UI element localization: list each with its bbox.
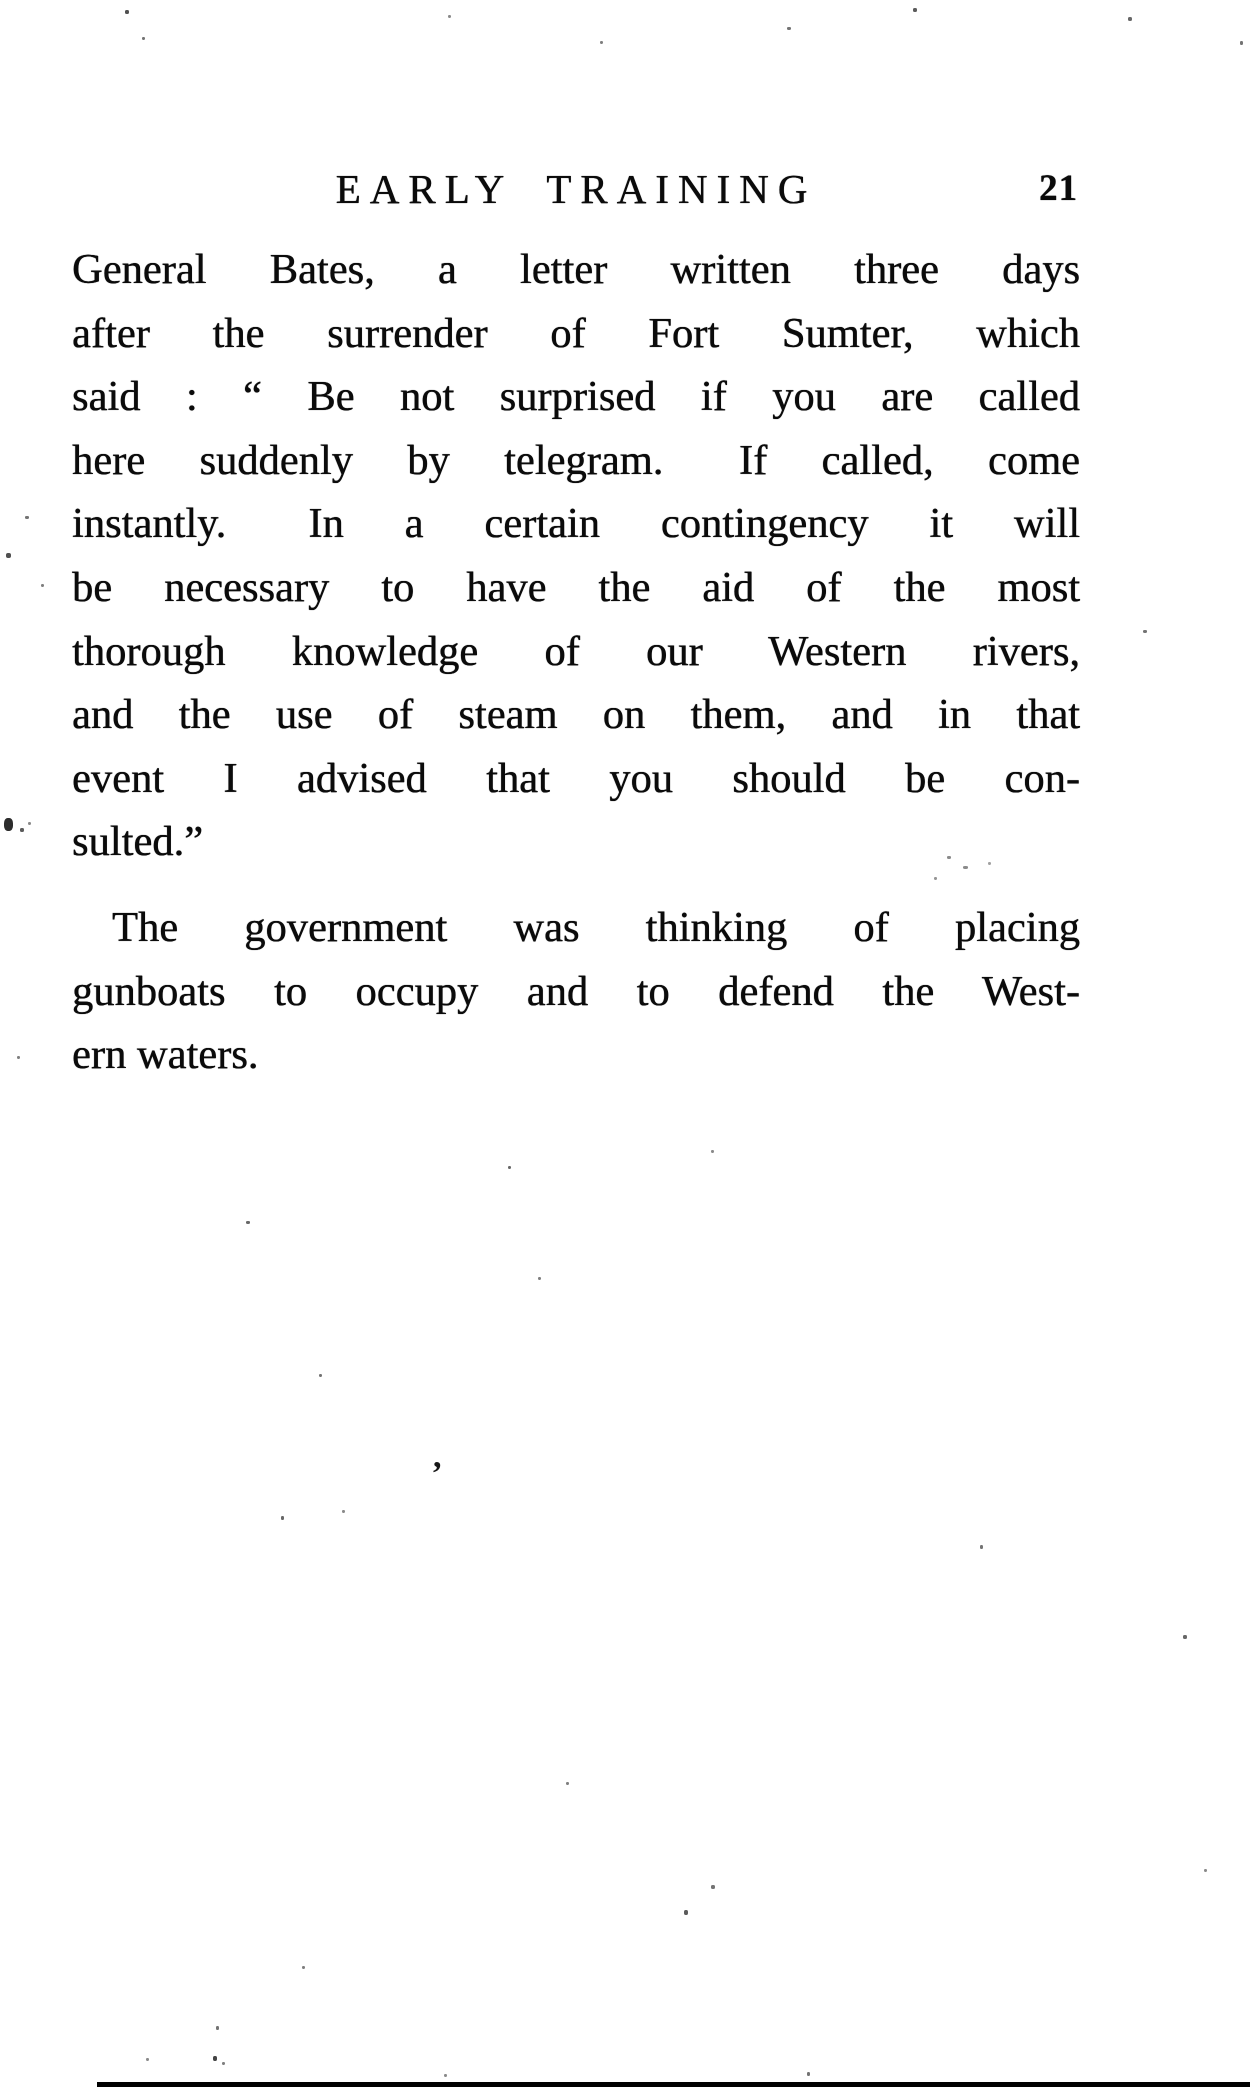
scan-speck bbox=[20, 828, 24, 832]
running-head-title: EARLY TRAINING bbox=[335, 166, 817, 212]
page-header bbox=[72, 165, 1080, 213]
scan-speck bbox=[28, 822, 31, 825]
scan-speck bbox=[963, 866, 968, 869]
scan-speck bbox=[1240, 41, 1243, 45]
text-line: be necessary to have the aid of the most bbox=[72, 563, 1080, 611]
scan-speck bbox=[222, 2062, 225, 2065]
paragraph-continued bbox=[72, 238, 1080, 874]
text-line: sulted.” bbox=[72, 818, 204, 866]
scan-speck bbox=[508, 1166, 511, 1169]
text-line: gunboats to occupy and to defend the West- bbox=[72, 967, 1080, 1015]
scan-speck bbox=[684, 1910, 688, 1915]
scan-speck bbox=[934, 877, 937, 880]
scan-speck bbox=[711, 1150, 714, 1153]
text-line: thorough knowledge of our Western rivers, bbox=[72, 627, 1080, 675]
text-line: said : “ Be not surprised if you are called bbox=[72, 373, 1080, 421]
scan-speck bbox=[711, 1885, 715, 1889]
scan-speck bbox=[281, 1516, 284, 1520]
text-line: instantly. In a certain contingency it will bbox=[72, 500, 1080, 548]
scan-speck bbox=[302, 1966, 305, 1969]
scan-ink-mark: , bbox=[433, 1438, 442, 1475]
scan-speck bbox=[319, 1374, 322, 1377]
text-line: here suddenly by telegram. If called, come bbox=[72, 436, 1080, 484]
scan-speck bbox=[6, 553, 11, 558]
scan-speck bbox=[246, 1221, 250, 1224]
body-text bbox=[72, 238, 1080, 1087]
scan-speck bbox=[213, 2056, 217, 2061]
scan-speck bbox=[600, 41, 603, 44]
scan-speck bbox=[807, 2072, 810, 2076]
scan-speck bbox=[25, 516, 29, 519]
scan-speck bbox=[787, 27, 791, 30]
scan-speck bbox=[947, 856, 951, 859]
scan-speck bbox=[41, 584, 44, 587]
text-line: after the surrender of Fort Sumter, which bbox=[72, 309, 1080, 357]
scan-speck bbox=[538, 1277, 541, 1280]
scan-speck bbox=[17, 1056, 20, 1059]
text-line: The government was thinking of placing bbox=[112, 903, 1080, 951]
text-line: and the use of steam on them, and in that bbox=[72, 691, 1080, 739]
scan-speck bbox=[125, 10, 129, 14]
scan-speck bbox=[146, 2058, 149, 2061]
scan-speck bbox=[1204, 1869, 1207, 1872]
scan-speck bbox=[142, 37, 145, 40]
text-line: ern waters. bbox=[72, 1031, 259, 1079]
scan-speck bbox=[216, 2026, 219, 2030]
scan-speck bbox=[988, 862, 991, 865]
scan-speck bbox=[1183, 1635, 1187, 1639]
text-line: event I advised that you should be con- bbox=[72, 754, 1080, 802]
scan-speck bbox=[342, 1510, 345, 1513]
scan-speck bbox=[1143, 630, 1147, 633]
scan-speck bbox=[448, 15, 451, 18]
scan-speck bbox=[4, 818, 13, 831]
page-number: 21 bbox=[1039, 168, 1078, 209]
paragraph-government bbox=[72, 896, 1080, 1087]
scan-speck bbox=[913, 8, 917, 12]
scan-edge-line bbox=[97, 2082, 1250, 2087]
scan-speck bbox=[444, 2074, 447, 2077]
text-line: General Bates, a letter written three days bbox=[72, 246, 1080, 293]
scan-speck bbox=[980, 1545, 983, 1549]
scan-speck bbox=[1128, 17, 1132, 21]
scan-speck bbox=[566, 1782, 569, 1785]
